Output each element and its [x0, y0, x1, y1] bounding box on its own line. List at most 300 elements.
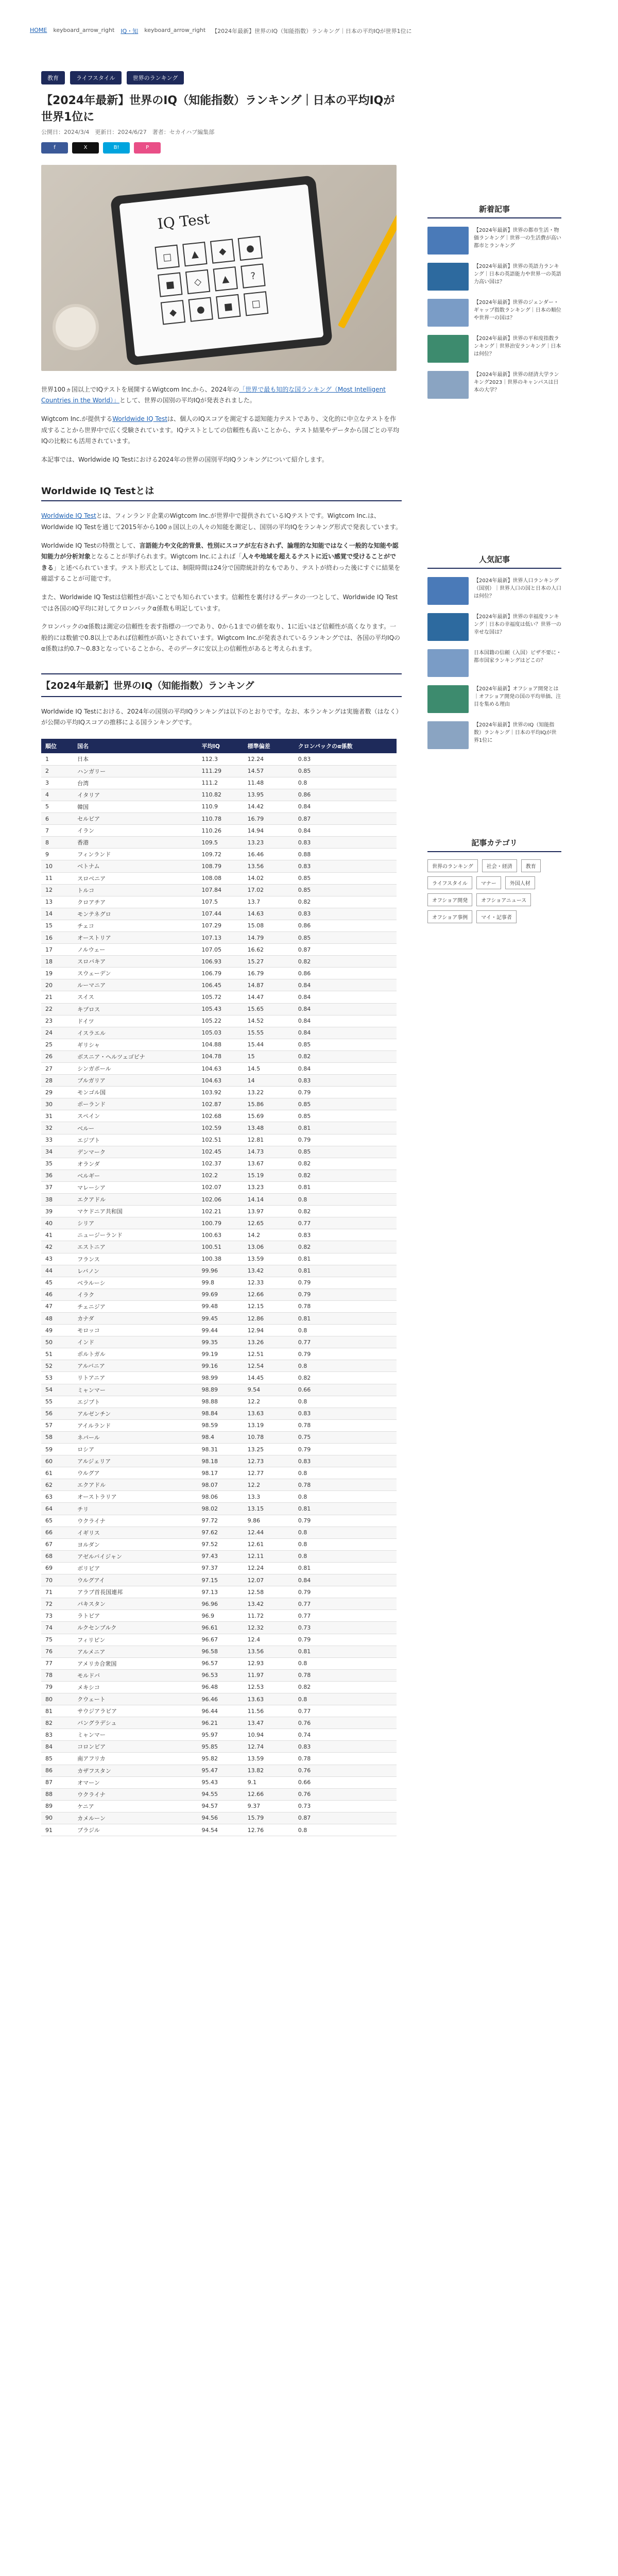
alpha-cell: 0.81: [294, 1122, 397, 1134]
alpha-cell: 0.66: [294, 1384, 397, 1396]
country-cell: スウェーデン: [73, 968, 197, 979]
table-row: [41, 1408, 397, 1419]
country-cell: 香港: [73, 837, 197, 849]
iq-cell: 95.47: [197, 1765, 243, 1776]
country-cell: モンゴル国: [73, 1087, 197, 1098]
table-row: [41, 1717, 397, 1729]
table-row: [41, 1289, 397, 1300]
rank-cell: 2: [41, 765, 73, 777]
about-text: Worldwide IQ Testの特徴として、: [41, 541, 140, 549]
rank-cell: 16: [41, 931, 73, 943]
alpha-cell: 0.8: [294, 1325, 397, 1336]
std-dev-cell: 9.86: [244, 1515, 294, 1527]
alpha-cell: 0.84: [294, 825, 397, 837]
pocket-share-button[interactable]: P: [134, 142, 161, 154]
article-thumbnail[interactable]: [427, 335, 469, 363]
country-cell: アルゼンチン: [73, 1408, 197, 1419]
alpha-cell: 0.83: [294, 837, 397, 849]
popular-articles-heading: 人気記事: [427, 554, 561, 569]
alpha-cell: 0.76: [294, 1717, 397, 1729]
rank-cell: 7: [41, 825, 73, 837]
iq-test-link[interactable]: Worldwide IQ Test: [41, 512, 96, 520]
alpha-cell: 0.81: [294, 1503, 397, 1515]
rank-cell: 43: [41, 1253, 73, 1265]
iq-cell: 104.63: [197, 1063, 243, 1075]
col-std-dev: 標準偏差: [244, 739, 294, 753]
iq-cell: 97.72: [197, 1515, 243, 1527]
rank-cell: 71: [41, 1586, 73, 1598]
table-row: [41, 979, 397, 991]
iq-cell: 107.29: [197, 920, 243, 931]
country-cell: エクアドル: [73, 1479, 197, 1491]
iq-cell: 99.44: [197, 1325, 243, 1336]
table-row: [41, 1824, 397, 1836]
table-row: [41, 1812, 397, 1824]
new-article-item[interactable]: [427, 299, 561, 327]
x-share-button[interactable]: X: [72, 142, 99, 154]
alpha-cell: 0.8: [294, 1550, 397, 1562]
alpha-cell: 0.78: [294, 1300, 397, 1312]
table-row: [41, 920, 397, 931]
std-dev-cell: 13.42: [244, 1265, 294, 1277]
iq-cell: 96.67: [197, 1634, 243, 1646]
country-cell: 日本: [73, 753, 197, 765]
puzzle-cell: ▲: [213, 266, 238, 291]
hatena-share-button[interactable]: B!: [103, 142, 130, 154]
alpha-cell: 0.79: [294, 1087, 397, 1098]
alpha-cell: 0.82: [294, 956, 397, 968]
std-dev-cell: 12.2: [244, 1479, 294, 1491]
table-row: [41, 1681, 397, 1693]
article-title-link[interactable]: 【2024年最新】世界のIQ（知能指数）ランキング｜日本の平均IQが世界1位に: [474, 722, 557, 743]
rank-cell: 24: [41, 1027, 73, 1039]
country-cell: フランス: [73, 1253, 197, 1265]
breadcrumb-home[interactable]: HOME: [30, 27, 47, 33]
iq-cell: 96.48: [197, 1681, 243, 1693]
country-cell: マケドニア共和国: [73, 1206, 197, 1217]
std-dev-cell: 14.42: [244, 801, 294, 812]
alpha-cell: 0.88: [294, 849, 397, 860]
rank-cell: 30: [41, 1098, 73, 1110]
country-cell: フィリピン: [73, 1634, 197, 1646]
article-title-link[interactable]: 【2024年最新】オフショア開発とは｜オフショア開発の国の平均単価、注目を集める理由: [474, 686, 561, 707]
table-row: [41, 1705, 397, 1717]
std-dev-cell: 13.25: [244, 1444, 294, 1455]
table-row: [41, 1015, 397, 1027]
country-cell: コロンビア: [73, 1741, 197, 1753]
tag-education[interactable]: 教育: [41, 71, 65, 84]
std-dev-cell: 13.22: [244, 1087, 294, 1098]
category-tag[interactable]: オフショアニュース: [476, 893, 531, 906]
alpha-cell: 0.84: [294, 1015, 397, 1027]
country-cell: アルバニア: [73, 1360, 197, 1372]
std-dev-cell: 12.24: [244, 753, 294, 765]
rank-cell: 90: [41, 1812, 73, 1824]
rank-cell: 42: [41, 1241, 73, 1253]
article-title-link[interactable]: 【2024年最新】世界の英語力ランキング｜日本の英語能力や世界一の英語力高い国は？: [474, 264, 561, 285]
category-heading: 記事カテゴリ: [427, 837, 561, 852]
std-dev-cell: 13.48: [244, 1122, 294, 1134]
ranking-source-link[interactable]: 「世界で最も知的な国ランキング（Most Intelligent Countries in the World）」: [41, 385, 386, 404]
country-cell: エジプト: [73, 1396, 197, 1408]
rank-cell: 9: [41, 849, 73, 860]
iq-cell: 111.2: [197, 777, 243, 789]
iq-cell: 100.38: [197, 1253, 243, 1265]
breadcrumb-category[interactable]: IQ・知: [121, 28, 139, 35]
alpha-cell: 0.84: [294, 1574, 397, 1586]
article-thumbnail[interactable]: [427, 371, 469, 399]
std-dev-cell: 14.73: [244, 1146, 294, 1158]
std-dev-cell: 14.02: [244, 872, 294, 884]
table-row: [41, 1491, 397, 1503]
iq-cell: 98.06: [197, 1491, 243, 1503]
iq-cell: 96.96: [197, 1598, 243, 1610]
hero-image: [41, 165, 397, 371]
table-row: [41, 1444, 397, 1455]
rank-cell: 18: [41, 956, 73, 968]
puzzle-cell: ◆: [210, 239, 235, 263]
alpha-cell: 0.85: [294, 1146, 397, 1158]
iq-cell: 98.18: [197, 1455, 243, 1467]
article-thumbnail[interactable]: [427, 263, 469, 291]
article-thumbnail[interactable]: [427, 721, 469, 749]
country-cell: ニュージーランド: [73, 1229, 197, 1241]
puzzle-cell: □: [244, 291, 268, 316]
facebook-share-button[interactable]: f: [41, 142, 68, 154]
iq-cell: 99.45: [197, 1312, 243, 1324]
iq-cell: 94.57: [197, 1800, 243, 1812]
article-title-link[interactable]: 【2024年最新】世界の平和度指数ランキング｜世界治安ランキング｜日本は何位？: [474, 336, 561, 357]
table-row: [41, 1087, 397, 1098]
iq-cell: 102.06: [197, 1194, 243, 1206]
iq-cell: 105.03: [197, 1027, 243, 1039]
article-title-link[interactable]: 日本国籍の信頼（入国）ビザ不要に・都市国家ランキングはどこの？: [474, 650, 561, 664]
article-thumbnail[interactable]: [427, 299, 469, 327]
tablet-screen: [119, 184, 323, 357]
std-dev-cell: 15.79: [244, 1812, 294, 1824]
alpha-cell: 0.83: [294, 753, 397, 765]
country-cell: チリ: [73, 1503, 197, 1515]
iq-cell: 97.43: [197, 1550, 243, 1562]
table-row: [41, 944, 397, 956]
rank-cell: 34: [41, 1146, 73, 1158]
popular-article-item[interactable]: [427, 721, 561, 749]
popular-article-item[interactable]: [427, 649, 561, 677]
table-row: [41, 801, 397, 812]
table-row: [41, 1598, 397, 1610]
intro-text: として、世界の国別の平均IQが発表されました。: [119, 397, 256, 404]
country-cell: インド: [73, 1336, 197, 1348]
col-cronbach-alpha: クロンバックのα係数: [294, 739, 397, 753]
alpha-cell: 0.85: [294, 765, 397, 777]
country-cell: パキスタン: [73, 1598, 197, 1610]
std-dev-cell: 13.3: [244, 1491, 294, 1503]
country-cell: マレーシア: [73, 1181, 197, 1193]
country-cell: アメリカ合衆国: [73, 1657, 197, 1669]
country-cell: セルビア: [73, 813, 197, 825]
table-row: [41, 777, 397, 789]
tag-world-ranking[interactable]: 世界のランキング: [127, 71, 184, 84]
article-title-link[interactable]: 【2024年最新】世界のジェンダー・ギャップ指数ランキング｜日本の順位や世界一の国は？: [474, 300, 561, 321]
table-row: [41, 1515, 397, 1527]
country-cell: イスラエル: [73, 1027, 197, 1039]
alpha-cell: 0.79: [294, 1134, 397, 1146]
std-dev-cell: 12.2: [244, 1396, 294, 1408]
iq-cell: 96.58: [197, 1646, 243, 1657]
std-dev-cell: 13.97: [244, 1206, 294, 1217]
table-row: [41, 1634, 397, 1646]
std-dev-cell: 12.58: [244, 1586, 294, 1598]
rank-cell: 46: [41, 1289, 73, 1300]
iq-cell: 99.35: [197, 1336, 243, 1348]
rank-cell: 37: [41, 1181, 73, 1193]
table-row: [41, 1503, 397, 1515]
rank-cell: 88: [41, 1788, 73, 1800]
iq-cell: 98.17: [197, 1467, 243, 1479]
rank-cell: 91: [41, 1824, 73, 1836]
new-article-item[interactable]: [427, 371, 561, 399]
category-tag[interactable]: ライフスタイル: [427, 876, 472, 889]
table-row: [41, 1729, 397, 1741]
std-dev-cell: 13.15: [244, 1503, 294, 1515]
country-cell: スロベニア: [73, 872, 197, 884]
alpha-cell: 0.77: [294, 1217, 397, 1229]
category-tag[interactable]: オフショア事例: [427, 910, 472, 923]
alpha-cell: 0.84: [294, 1063, 397, 1075]
category-widget: [427, 837, 561, 923]
iq-cell: 107.44: [197, 908, 243, 920]
article-thumbnail[interactable]: [427, 577, 469, 605]
iq-cell: 107.5: [197, 896, 243, 908]
table-row: [41, 1277, 397, 1289]
std-dev-cell: 12.33: [244, 1277, 294, 1289]
table-row: [41, 1027, 397, 1039]
rank-cell: 62: [41, 1479, 73, 1491]
table-row: [41, 1455, 397, 1467]
table-row: [41, 765, 397, 777]
alpha-cell: 0.78: [294, 1753, 397, 1765]
std-dev-cell: 14.45: [244, 1372, 294, 1384]
iq-cell: 99.96: [197, 1265, 243, 1277]
table-row: [41, 789, 397, 801]
country-cell: イタリア: [73, 789, 197, 801]
category-tag[interactable]: マイ・記事者: [476, 910, 517, 923]
page-title: 【2024年最新】世界のIQ（知能指数）ランキング｜日本の平均IQが世界1位に: [41, 94, 395, 124]
rank-cell: 15: [41, 920, 73, 931]
alpha-cell: 0.79: [294, 1586, 397, 1598]
alpha-cell: 0.82: [294, 1050, 397, 1062]
std-dev-cell: 14.94: [244, 825, 294, 837]
country-cell: ケニア: [73, 1800, 197, 1812]
table-row: [41, 1229, 397, 1241]
iq-cell: 110.26: [197, 825, 243, 837]
iq-cell: 110.78: [197, 813, 243, 825]
std-dev-cell: 13.26: [244, 1336, 294, 1348]
std-dev-cell: 12.4: [244, 1634, 294, 1646]
country-cell: エジプト: [73, 1134, 197, 1146]
table-row: [41, 1325, 397, 1336]
std-dev-cell: 15.55: [244, 1027, 294, 1039]
country-cell: クロアチア: [73, 896, 197, 908]
std-dev-cell: 16.62: [244, 944, 294, 956]
ranking-paragraph: Worldwide IQ Testにおける、2024年の国別の平均IQランキングは以下のとおりです。なお、本ランキングは実施者数（はなく）が公開の平均IQスコアの推移による国ランキングです。: [41, 707, 399, 726]
std-dev-cell: 12.54: [244, 1360, 294, 1372]
table-row: [41, 837, 397, 849]
rank-cell: 40: [41, 1217, 73, 1229]
alpha-cell: 0.77: [294, 1598, 397, 1610]
iq-cell: 97.52: [197, 1538, 243, 1550]
table-row: [41, 1610, 397, 1622]
iq-cell: 102.45: [197, 1146, 243, 1158]
category-tag[interactable]: マナー: [476, 876, 501, 889]
alpha-cell: 0.79: [294, 1277, 397, 1289]
article-thumbnail[interactable]: [427, 613, 469, 641]
table-row: [41, 1669, 397, 1681]
country-cell: スペイン: [73, 1110, 197, 1122]
std-dev-cell: 12.51: [244, 1348, 294, 1360]
rank-cell: 68: [41, 1550, 73, 1562]
alpha-cell: 0.85: [294, 1110, 397, 1122]
table-row: [41, 1431, 397, 1443]
country-cell: キプロス: [73, 1003, 197, 1015]
std-dev-cell: 13.67: [244, 1158, 294, 1170]
alpha-cell: 0.81: [294, 1562, 397, 1574]
iq-cell: 104.78: [197, 1050, 243, 1062]
table-row: [41, 860, 397, 872]
alpha-cell: 0.82: [294, 1158, 397, 1170]
country-cell: ヨルダン: [73, 1538, 197, 1550]
rank-cell: 10: [41, 860, 73, 872]
article-thumbnail[interactable]: [427, 649, 469, 677]
rank-cell: 11: [41, 872, 73, 884]
iq-cell: 102.87: [197, 1098, 243, 1110]
alpha-cell: 0.82: [294, 1372, 397, 1384]
iq-cell: 105.72: [197, 991, 243, 1003]
alpha-cell: 0.83: [294, 1455, 397, 1467]
rank-cell: 33: [41, 1134, 73, 1146]
std-dev-cell: 12.76: [244, 1824, 294, 1836]
tag-lifestyle[interactable]: ライフスタイル: [70, 71, 122, 84]
category-tag[interactable]: オフショア開発: [427, 893, 472, 906]
country-cell: モンテネグロ: [73, 908, 197, 920]
std-dev-cell: 12.15: [244, 1300, 294, 1312]
table-row: [41, 1753, 397, 1765]
alpha-cell: 0.73: [294, 1622, 397, 1634]
iq-cell: 96.46: [197, 1693, 243, 1705]
rank-cell: 45: [41, 1277, 73, 1289]
rank-cell: 6: [41, 813, 73, 825]
iq-puzzle-grid: [155, 236, 269, 325]
new-article-item[interactable]: [427, 263, 561, 291]
article-thumbnail[interactable]: [427, 685, 469, 713]
std-dev-cell: 13.82: [244, 1765, 294, 1776]
alpha-cell: 0.85: [294, 931, 397, 943]
std-dev-cell: 15.08: [244, 920, 294, 931]
std-dev-cell: 12.53: [244, 1681, 294, 1693]
std-dev-cell: 12.93: [244, 1657, 294, 1669]
std-dev-cell: 15.19: [244, 1170, 294, 1181]
category-tag[interactable]: 教育: [521, 859, 541, 872]
alpha-cell: 0.85: [294, 884, 397, 896]
article-title-link[interactable]: 【2024年最新】世界の幸福度ランキング｜日本の幸福度は低い？世界一の幸せな国は？: [474, 614, 561, 635]
table-row: [41, 1050, 397, 1062]
alpha-cell: 0.8: [294, 1538, 397, 1550]
article-title-link[interactable]: 【2024年最新】世界人口ランキング（国別）｜世界人口の国と日本の人口は何位？: [474, 578, 561, 599]
table-row: [41, 872, 397, 884]
table-row: [41, 1265, 397, 1277]
std-dev-cell: 14.57: [244, 765, 294, 777]
rank-cell: 65: [41, 1515, 73, 1527]
article-thumbnail[interactable]: [427, 227, 469, 255]
rank-cell: 27: [41, 1063, 73, 1075]
popular-article-item[interactable]: [427, 577, 561, 605]
std-dev-cell: 15.86: [244, 1098, 294, 1110]
rank-cell: 55: [41, 1396, 73, 1408]
country-cell: ギリシャ: [73, 1039, 197, 1050]
table-row: [41, 1158, 397, 1170]
rank-cell: 57: [41, 1419, 73, 1431]
table-row: [41, 1586, 397, 1598]
std-dev-cell: 13.42: [244, 1598, 294, 1610]
std-dev-cell: 11.97: [244, 1669, 294, 1681]
table-row: [41, 1646, 397, 1657]
country-cell: イギリス: [73, 1527, 197, 1538]
category-tag[interactable]: 外国人材: [505, 876, 535, 889]
country-cell: イラン: [73, 825, 197, 837]
puzzle-cell: ●: [238, 236, 263, 261]
table-row: [41, 968, 397, 979]
new-article-item[interactable]: [427, 227, 561, 255]
popular-article-item[interactable]: [427, 685, 561, 713]
alpha-cell: 0.83: [294, 908, 397, 920]
rank-cell: 17: [41, 944, 73, 956]
hero-iq-text: IQ Test: [157, 210, 211, 233]
country-cell: レバノン: [73, 1265, 197, 1277]
rank-cell: 51: [41, 1348, 73, 1360]
std-dev-cell: 12.73: [244, 1455, 294, 1467]
iq-cell: 99.69: [197, 1289, 243, 1300]
rank-cell: 38: [41, 1194, 73, 1206]
alpha-cell: 0.79: [294, 1348, 397, 1360]
alpha-cell: 0.87: [294, 813, 397, 825]
category-tag[interactable]: 社会・経済: [482, 859, 517, 872]
iq-cell: 98.4: [197, 1431, 243, 1443]
std-dev-cell: 12.61: [244, 1538, 294, 1550]
alpha-cell: 0.82: [294, 1206, 397, 1217]
article-title-link[interactable]: 【2024年最新】世界の都市生活・物価ランキング｜世界一の生活費が高い都市とランキング: [474, 228, 561, 249]
article-title-link[interactable]: 【2024年最新】世界の経済大学ランキング2023｜世界のキャンパスは日本の大学？: [474, 372, 559, 393]
country-cell: アルジェリア: [73, 1455, 197, 1467]
iq-cell: 102.51: [197, 1134, 243, 1146]
popular-article-item[interactable]: [427, 613, 561, 641]
std-dev-cell: 9.54: [244, 1384, 294, 1396]
alpha-cell: 0.8: [294, 1527, 397, 1538]
iq-cell: 96.44: [197, 1705, 243, 1717]
std-dev-cell: 14.63: [244, 908, 294, 920]
iq-test-link[interactable]: Worldwide IQ Test: [112, 415, 168, 422]
country-cell: ベルー: [73, 1122, 197, 1134]
rank-cell: 21: [41, 991, 73, 1003]
table-row: [41, 1110, 397, 1122]
category-tag[interactable]: 世界のランキング: [427, 859, 478, 872]
country-cell: オランダ: [73, 1158, 197, 1170]
new-article-item[interactable]: [427, 335, 561, 363]
puzzle-cell: ■: [158, 272, 182, 297]
table-row: [41, 991, 397, 1003]
about-paragraph: クロンバックのα係数は測定の信頼性を表す指標の一つであり、0から1までの値を取り、1に近いほど信頼性が高くなります。一般的には数値で0.8以上であれば信頼性が高いとされています。Wigtcom Inc.が発表されているランキングでは、各国の平均IQのα係数は約0.7〜0.83となっていることから、そのデータに安以上の信頼性があると考えられます。: [41, 623, 401, 653]
iq-cell: 107.05: [197, 944, 243, 956]
rank-cell: 50: [41, 1336, 73, 1348]
